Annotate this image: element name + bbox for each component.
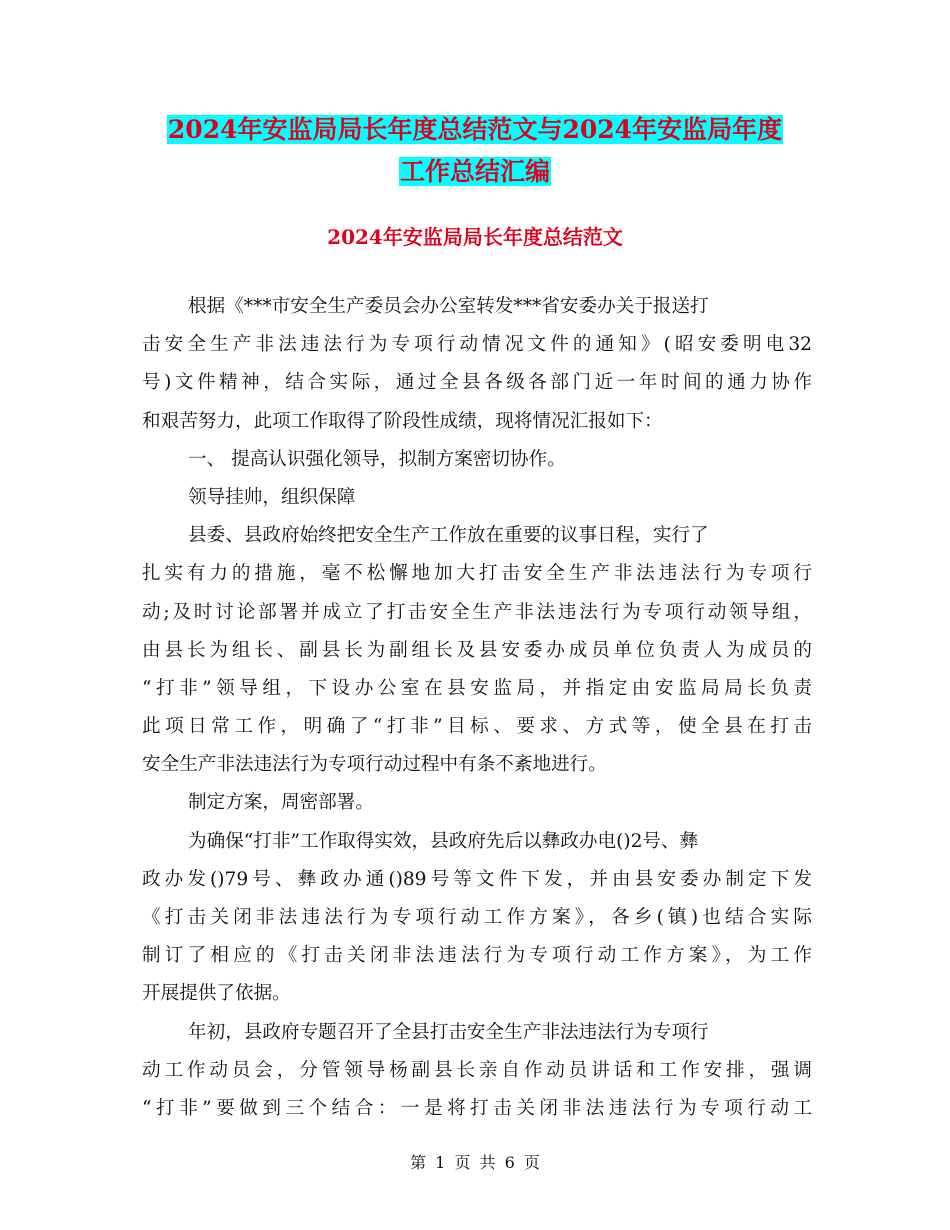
body-line: 为确保“打非”工作取得实效，县政府先后以彝政办电()2号、彝	[188, 830, 699, 852]
body-line: 号)文件精神，结合实际，通过全县各级各部门近一年时间的通力协作	[142, 372, 812, 394]
document-title-line-1: 2024年安监局局长年度总结范文与2024年安监局年度	[167, 115, 783, 144]
body-line: 和艰苦努力，此项工作取得了阶段性成绩，现将情况汇报如下：	[142, 410, 663, 432]
body-line: 年初，县政府专题召开了全县打击安全生产非法违法行为专项行	[188, 1021, 709, 1043]
document-title-line-2: 工作总结汇编	[399, 157, 550, 186]
body-line: “打非”领导组，下设办公室在县安监局，并指定由安监局局长负责	[142, 677, 812, 699]
body-line: “打非”要做到三个结合：一是将打击关闭非法违法行为专项行动工	[142, 1097, 812, 1119]
body-line: 开展提供了依据。	[142, 983, 291, 1005]
body-line: 由县长为组长、副县长为副组长及县安委办成员单位负责人为成员的	[142, 639, 812, 661]
body-line: 击安全生产非法违法行为专项行动情况文件的通知》(昭安委明电32	[142, 334, 812, 356]
body-line: 政办发()79号、彝政办通()89号等文件下发，并由县安委办制定下发	[142, 868, 812, 890]
body-line: 根据《***市安全生产委员会办公室转发***省安委办关于报送打	[188, 296, 709, 317]
page-footer: 第 1 页 共 6 页	[410, 1153, 540, 1172]
body-line: 《打击关闭非法违法行为专项行动工作方案》，各乡(镇)也结合实际	[142, 907, 812, 928]
section-heading: 一、 提高认识强化领导，拟制方案密切协作。	[188, 448, 566, 470]
section-heading: 领导挂帅，组织保障	[188, 486, 356, 508]
section-heading: 制定方案，周密部署。	[188, 792, 374, 814]
body-line: 扎实有力的措施，毫不松懈地加大打击安全生产非法违法行为专项行	[142, 563, 812, 585]
body-line: 动工作动员会，分管领导杨副县长亲自作动员讲话和工作安排，强调	[142, 1059, 812, 1081]
body-line: 动;及时讨论部署并成立了打击安全生产非法违法行为专项行动领导组，	[142, 601, 812, 623]
document-body	[142, 288, 812, 1128]
section-title: 2024年安监局局长年度总结范文	[327, 225, 623, 249]
body-line: 此项日常工作，明确了“打非”目标、要求、方式等，使全县在打击	[142, 716, 812, 738]
body-line: 制订了相应的《打击关闭非法违法行为专项行动工作方案》，为工作	[142, 945, 812, 967]
body-line: 县委、县政府始终把安全生产工作放在重要的议事日程，实行了	[188, 525, 709, 547]
body-line: 安全生产非法违法行为专项行动过程中有条不紊地进行。	[142, 754, 607, 776]
